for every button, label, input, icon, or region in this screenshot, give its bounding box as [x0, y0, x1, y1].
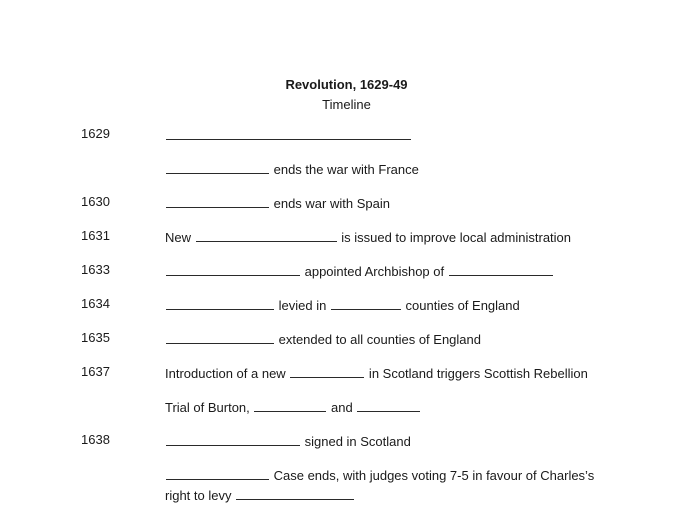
entry-fragment: right to levy	[165, 488, 236, 503]
entry-fragment: Introduction of a new	[165, 366, 290, 381]
fill-in-blank[interactable]	[166, 126, 411, 140]
entry-fragment: New	[165, 230, 195, 245]
fill-in-blank[interactable]	[196, 228, 337, 242]
fill-in-blank[interactable]	[166, 262, 300, 276]
fill-in-blank[interactable]	[166, 296, 274, 310]
year-label: 1631	[81, 228, 110, 243]
entry-fragment: ends the war with France	[270, 162, 419, 177]
fill-in-blank[interactable]	[166, 330, 274, 344]
fill-in-blank[interactable]	[254, 398, 326, 412]
entry-text	[165, 160, 419, 178]
entry-text	[165, 262, 554, 280]
year-label: 1630	[81, 194, 110, 209]
entry-fragment: levied in	[275, 298, 330, 313]
fill-in-blank[interactable]	[357, 398, 420, 412]
fill-in-blank[interactable]	[236, 486, 354, 500]
year-label: 1638	[81, 432, 110, 447]
fill-in-blank[interactable]	[166, 432, 300, 446]
entry-text	[165, 398, 421, 416]
entry-fragment: is issued to improve local administration	[337, 230, 572, 245]
fill-in-blank[interactable]	[449, 262, 553, 276]
fill-in-blank[interactable]	[166, 160, 269, 174]
document-title: Revolution, 1629-49	[285, 77, 408, 92]
year-label: 1637	[81, 364, 110, 379]
fill-in-blank[interactable]	[290, 364, 364, 378]
year-label: 1629	[81, 126, 110, 141]
entry-text	[165, 296, 520, 314]
entry-fragment: extended to all counties of England	[275, 332, 481, 347]
fill-in-blank[interactable]	[331, 296, 401, 310]
entry-fragment: in Scotland triggers Scottish Rebellion	[365, 366, 588, 381]
year-label: 1633	[81, 262, 110, 277]
document-subtitle: Timeline	[322, 97, 371, 112]
entry-text	[165, 194, 390, 212]
entry-fragment: Case ends, with judges voting 7-5 in favour of Charles’s	[270, 468, 595, 483]
year-label: 1635	[81, 330, 110, 345]
entry-fragment: Trial of Burton,	[165, 400, 254, 415]
entry-fragment: appointed Archbishop of	[301, 264, 448, 279]
fill-in-blank[interactable]	[166, 194, 269, 208]
year-label: 1634	[81, 296, 110, 311]
entry-fragment: and	[327, 400, 357, 415]
entry-fragment: signed in Scotland	[301, 434, 411, 449]
entry-fragment: ends war with Spain	[270, 196, 390, 211]
fill-in-blank[interactable]	[166, 466, 269, 480]
entry-text	[165, 364, 588, 382]
entry-text	[165, 466, 625, 506]
entry-text	[165, 126, 412, 144]
entry-fragment: counties of England	[401, 298, 520, 313]
entry-text	[165, 432, 411, 450]
entry-text	[165, 228, 571, 246]
entry-text	[165, 330, 481, 348]
